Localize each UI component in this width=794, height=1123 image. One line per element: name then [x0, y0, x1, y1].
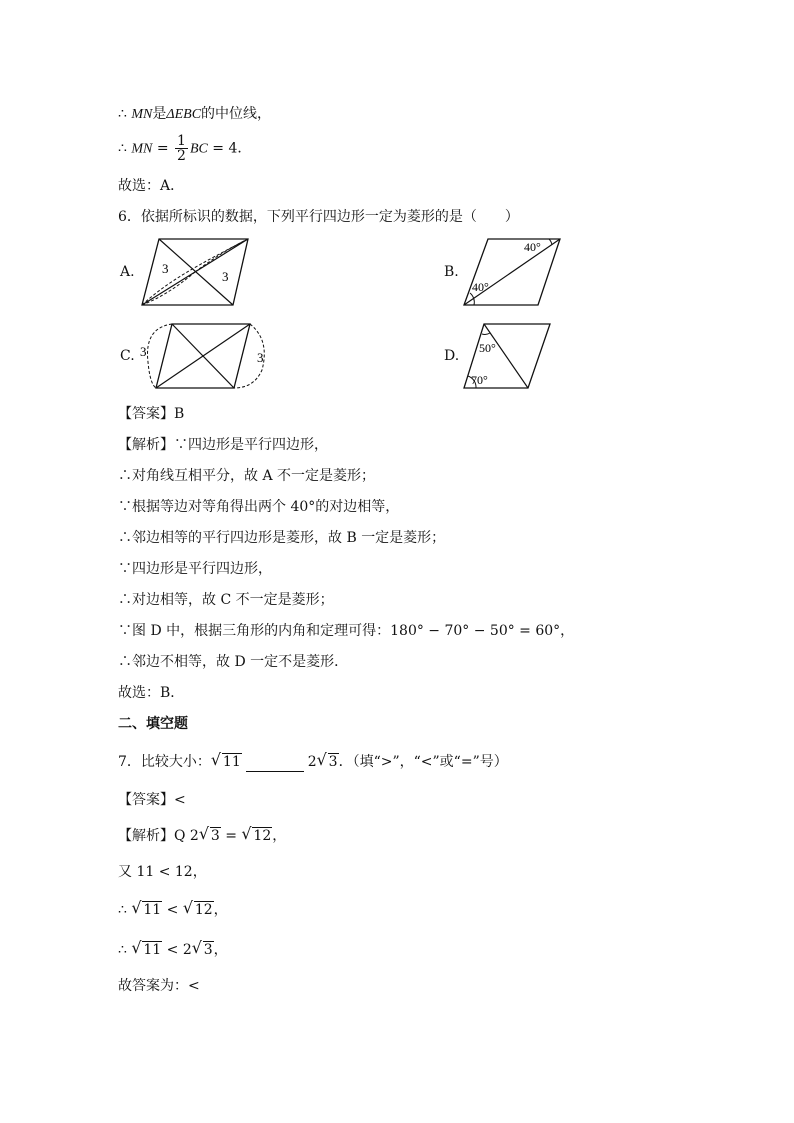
analysis-line-4: ∴ √ 11 < 2 √ 3， — [118, 938, 228, 958]
choice-line: 故选：A． — [118, 178, 185, 194]
section-heading: 二、填空题 — [118, 716, 188, 732]
solution-line-1: ∴ MN是ΔEBC的中位线， — [118, 106, 272, 122]
answer-blank — [246, 757, 304, 772]
explanation-line-3: ∵根据等边对等角得出两个 40°的对边相等， — [118, 499, 400, 515]
explanation-line-6: ∴对边相等，故 C 不一定是菱形； — [118, 592, 334, 608]
answer-7: 【答案】< — [118, 792, 186, 808]
figure-d-angle-bottom: 70° — [471, 373, 488, 387]
sqrt-11c: √ 11 — [131, 938, 162, 958]
option-b-label: B. — [444, 264, 459, 280]
analysis-line-5: 故答案为：< — [118, 978, 200, 994]
answer-6: 【答案】B — [118, 406, 185, 422]
question-6: 6．依据所标识的数据，下列平行四边形一定为菱形的是（ ） — [118, 209, 519, 225]
sqrt-3b: √ 3 — [198, 824, 220, 844]
figure-d-angle-top: 50° — [479, 341, 496, 355]
figure-a-label-right: 3 — [222, 269, 229, 284]
explanation-line-8: ∴邻边不相等，故 D 一定不是菱形． — [118, 654, 349, 670]
option-d-label: D. — [444, 348, 460, 364]
explanation-line-5: ∵四边形是平行四边形， — [118, 561, 272, 577]
question-7: 7．比较大小： √ 11 2 √ 3．（填“>”，“<”或“=”号） — [118, 750, 508, 770]
figure-c-label-right: 3 — [257, 350, 264, 365]
figure-c-label-left: 3 — [140, 344, 147, 359]
figure-d-parallelogram — [460, 318, 556, 394]
explanation-line-9: 故选：B． — [118, 685, 185, 701]
figure-a-parallelogram — [138, 235, 254, 309]
figure-b-angle-bottom: 40° — [472, 280, 489, 294]
sqrt-11b: √ 11 — [131, 898, 162, 918]
figure-b-angle-top: 40° — [524, 240, 541, 254]
option-c-label: C. — [120, 348, 135, 364]
sqrt-12: √ 12 — [241, 824, 272, 844]
sqrt-3: √ 3 — [316, 750, 338, 770]
option-a-label: A. — [120, 264, 135, 280]
sqrt-3c: √ 3 — [191, 938, 213, 958]
explanation-line-2: ∴对角线互相平分，故 A 不一定是菱形； — [118, 468, 376, 484]
explanation-line-7: ∵图 D 中，根据三角形的内角和定理可得：180° − 70° − 50° = 60°， — [118, 623, 575, 639]
figure-b-parallelogram — [460, 235, 566, 309]
analysis-line-3: ∴ √ 11 < √ 12， — [118, 898, 228, 918]
sqrt-12b: √ 12 — [182, 898, 213, 918]
figure-c-parallelogram — [138, 318, 270, 394]
analysis-line-1: 【解析】Q 2 √ 3 = √ 12， — [118, 824, 287, 844]
explanation-line-4: ∴邻边相等的平行四边形是菱形，故 B 一定是菱形； — [118, 530, 446, 546]
analysis-line-2: 又 11 < 12， — [118, 864, 207, 880]
figure-a-label-left: 3 — [162, 261, 169, 276]
fraction-half: $\frac{1}{2}$ — [177, 133, 186, 164]
sqrt-11: √ 11 — [210, 750, 241, 770]
solution-line-2: ∴ MN = $\frac{1}{2}$ BC = 4． — [118, 133, 252, 164]
explanation-line-1: 【解析】∵四边形是平行四边形， — [118, 437, 328, 453]
